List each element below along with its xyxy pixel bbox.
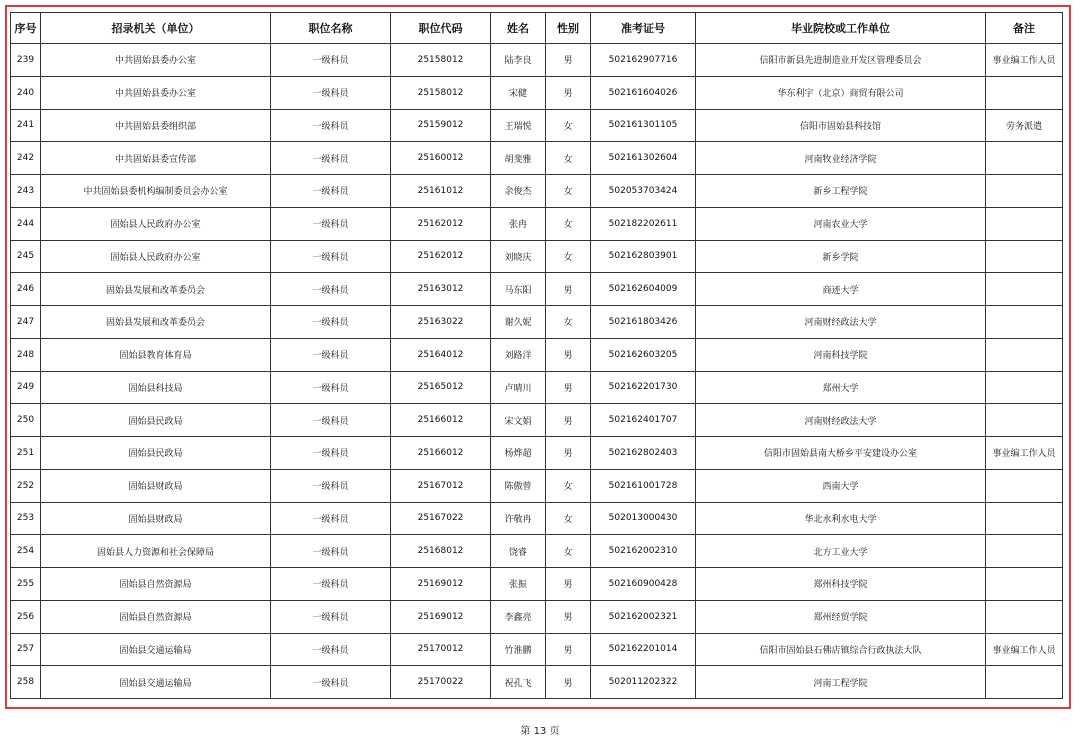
cell-index: 241 (11, 109, 41, 142)
cell-name: 杨烨超 (491, 437, 546, 470)
cell-school: 郑州科技学院 (696, 568, 986, 601)
cell-agency: 固始县交通运输局 (41, 666, 271, 699)
table-row (11, 109, 1063, 142)
cell-position-code: 25166012 (391, 437, 491, 470)
cell-position-name: 一级科员 (271, 404, 391, 437)
cell-school: 河南科技学院 (696, 338, 986, 371)
cell-position-code: 25161012 (391, 175, 491, 208)
cell-exam-id: 502162907716 (591, 44, 696, 77)
cell-remark (986, 404, 1063, 437)
cell-exam-id: 502162002310 (591, 535, 696, 568)
cell-agency: 固始县人民政府办公室 (41, 240, 271, 273)
cell-agency: 固始县人民政府办公室 (41, 207, 271, 240)
cell-position-name: 一级科员 (271, 76, 391, 109)
cell-name: 许敬冉 (491, 502, 546, 535)
cell-exam-id: 502162201014 (591, 633, 696, 666)
cell-index: 250 (11, 404, 41, 437)
cell-agency: 固始县发展和改革委员会 (41, 273, 271, 306)
table-row (11, 666, 1063, 699)
cell-agency: 中共固始县委办公室 (41, 76, 271, 109)
cell-position-code: 25167022 (391, 502, 491, 535)
cell-remark: 事业编工作人员 (986, 633, 1063, 666)
cell-remark (986, 666, 1063, 699)
table-row (11, 142, 1063, 175)
cell-agency: 固始县自然资源局 (41, 568, 271, 601)
cell-agency: 固始县财政局 (41, 502, 271, 535)
cell-exam-id: 502161604026 (591, 76, 696, 109)
cell-exam-id: 502182202611 (591, 207, 696, 240)
cell-exam-id: 502053703424 (591, 175, 696, 208)
table-row (11, 568, 1063, 601)
cell-position-code: 25169012 (391, 568, 491, 601)
cell-position-code: 25169012 (391, 600, 491, 633)
cell-school: 郑州大学 (696, 371, 986, 404)
cell-index: 244 (11, 207, 41, 240)
table-row (11, 469, 1063, 502)
cell-gender: 男 (546, 600, 591, 633)
cell-position-code: 25170022 (391, 666, 491, 699)
cell-exam-id: 502162802403 (591, 437, 696, 470)
cell-index: 257 (11, 633, 41, 666)
table-row (11, 207, 1063, 240)
cell-remark (986, 306, 1063, 339)
cell-school: 信阳市固始县南大桥乡平安建设办公室 (696, 437, 986, 470)
cell-exam-id: 502162201730 (591, 371, 696, 404)
cell-position-name: 一级科员 (271, 502, 391, 535)
cell-gender: 女 (546, 109, 591, 142)
cell-index: 247 (11, 306, 41, 339)
cell-position-name: 一级科员 (271, 338, 391, 371)
table-row (11, 44, 1063, 77)
cell-name: 张冉 (491, 207, 546, 240)
cell-school: 北方工业大学 (696, 535, 986, 568)
cell-position-name: 一级科员 (271, 175, 391, 208)
cell-position-name: 一级科员 (271, 142, 391, 175)
cell-position-code: 25164012 (391, 338, 491, 371)
cell-position-code: 25162012 (391, 207, 491, 240)
cell-exam-id: 502162401707 (591, 404, 696, 437)
cell-name: 宋文娟 (491, 404, 546, 437)
cell-agency: 固始县发展和改革委员会 (41, 306, 271, 339)
cell-name: 张振 (491, 568, 546, 601)
cell-index: 254 (11, 535, 41, 568)
cell-name: 王瑞悦 (491, 109, 546, 142)
table-row (11, 76, 1063, 109)
cell-school: 商迹大学 (696, 273, 986, 306)
cell-agency: 固始县教育体育局 (41, 338, 271, 371)
cell-position-name: 一级科员 (271, 469, 391, 502)
cell-remark (986, 371, 1063, 404)
header-agency: 招录机关（单位） (41, 13, 271, 44)
cell-exam-id: 502162604009 (591, 273, 696, 306)
cell-remark (986, 600, 1063, 633)
cell-position-code: 25162012 (391, 240, 491, 273)
cell-school: 信阳市固始县科技馆 (696, 109, 986, 142)
cell-position-name: 一级科员 (271, 240, 391, 273)
cell-name: 陆李良 (491, 44, 546, 77)
cell-position-code: 25158012 (391, 44, 491, 77)
header-gender: 性别 (546, 13, 591, 44)
cell-school: 河南工程学院 (696, 666, 986, 699)
table-body (11, 44, 1063, 699)
cell-name: 饶睿 (491, 535, 546, 568)
cell-exam-id: 502011202322 (591, 666, 696, 699)
header-position-name: 职位名称 (271, 13, 391, 44)
cell-gender: 男 (546, 633, 591, 666)
cell-position-name: 一级科员 (271, 273, 391, 306)
cell-remark (986, 240, 1063, 273)
cell-position-code: 25159012 (391, 109, 491, 142)
cell-gender: 女 (546, 207, 591, 240)
cell-school: 华东利宇（北京）商贸有限公司 (696, 76, 986, 109)
table-row (11, 371, 1063, 404)
cell-position-code: 25160012 (391, 142, 491, 175)
cell-gender: 女 (546, 175, 591, 208)
cell-position-name: 一级科员 (271, 109, 391, 142)
cell-school: 信阳市固始县石佛店镇综合行政执法大队 (696, 633, 986, 666)
cell-position-name: 一级科员 (271, 633, 391, 666)
cell-index: 256 (11, 600, 41, 633)
recruitment-table (10, 12, 1063, 699)
cell-agency: 固始县自然资源局 (41, 600, 271, 633)
cell-position-name: 一级科员 (271, 666, 391, 699)
cell-exam-id: 502013000430 (591, 502, 696, 535)
cell-remark (986, 175, 1063, 208)
cell-index: 249 (11, 371, 41, 404)
cell-index: 255 (11, 568, 41, 601)
cell-remark (986, 469, 1063, 502)
cell-index: 245 (11, 240, 41, 273)
cell-index: 258 (11, 666, 41, 699)
cell-index: 248 (11, 338, 41, 371)
cell-gender: 女 (546, 502, 591, 535)
cell-remark: 事业编工作人员 (986, 44, 1063, 77)
table-row (11, 502, 1063, 535)
cell-position-name: 一级科员 (271, 535, 391, 568)
cell-name: 刘路洋 (491, 338, 546, 371)
cell-school: 华北水利水电大学 (696, 502, 986, 535)
header-row (11, 13, 1063, 44)
cell-index: 253 (11, 502, 41, 535)
table-row (11, 404, 1063, 437)
cell-agency: 中共固始县委办公室 (41, 44, 271, 77)
cell-name: 陈傲曾 (491, 469, 546, 502)
cell-name: 卢晴川 (491, 371, 546, 404)
cell-position-name: 一级科员 (271, 371, 391, 404)
cell-gender: 男 (546, 568, 591, 601)
cell-school: 西南大学 (696, 469, 986, 502)
cell-position-code: 25163012 (391, 273, 491, 306)
cell-agency: 固始县民政局 (41, 404, 271, 437)
table-row (11, 273, 1063, 306)
header-name: 姓名 (491, 13, 546, 44)
cell-remark (986, 76, 1063, 109)
table-row (11, 175, 1063, 208)
cell-exam-id: 502162803901 (591, 240, 696, 273)
cell-remark (986, 273, 1063, 306)
cell-name: 余俊杰 (491, 175, 546, 208)
cell-gender: 女 (546, 469, 591, 502)
cell-gender: 女 (546, 142, 591, 175)
cell-name: 宋健 (491, 76, 546, 109)
cell-agency: 固始县财政局 (41, 469, 271, 502)
cell-exam-id: 502161001728 (591, 469, 696, 502)
cell-gender: 女 (546, 306, 591, 339)
cell-index: 243 (11, 175, 41, 208)
cell-exam-id: 502161803426 (591, 306, 696, 339)
cell-gender: 男 (546, 44, 591, 77)
header-position-code: 职位代码 (391, 13, 491, 44)
cell-school: 河南农业大学 (696, 207, 986, 240)
cell-exam-id: 502161301105 (591, 109, 696, 142)
cell-remark (986, 535, 1063, 568)
cell-gender: 女 (546, 240, 591, 273)
cell-remark (986, 568, 1063, 601)
table-row (11, 600, 1063, 633)
cell-exam-id: 502161302604 (591, 142, 696, 175)
table-row (11, 338, 1063, 371)
cell-position-code: 25167012 (391, 469, 491, 502)
cell-position-code: 25163022 (391, 306, 491, 339)
cell-gender: 男 (546, 437, 591, 470)
cell-position-code: 25166012 (391, 404, 491, 437)
cell-agency: 固始县交通运输局 (41, 633, 271, 666)
cell-position-name: 一级科员 (271, 568, 391, 601)
cell-position-name: 一级科员 (271, 44, 391, 77)
cell-gender: 女 (546, 535, 591, 568)
cell-position-code: 25158012 (391, 76, 491, 109)
cell-gender: 男 (546, 666, 591, 699)
cell-position-name: 一级科员 (271, 306, 391, 339)
cell-remark (986, 502, 1063, 535)
cell-name: 谢久妮 (491, 306, 546, 339)
cell-remark: 事业编工作人员 (986, 437, 1063, 470)
cell-gender: 男 (546, 338, 591, 371)
cell-exam-id: 502162002321 (591, 600, 696, 633)
cell-agency: 中共固始县委宣传部 (41, 142, 271, 175)
cell-school: 河南牧业经济学院 (696, 142, 986, 175)
table-row (11, 306, 1063, 339)
cell-position-name: 一级科员 (271, 207, 391, 240)
cell-remark: 劳务派遣 (986, 109, 1063, 142)
cell-exam-id: 502162603205 (591, 338, 696, 371)
table-row (11, 535, 1063, 568)
cell-name: 马东阳 (491, 273, 546, 306)
cell-position-code: 25168012 (391, 535, 491, 568)
cell-gender: 男 (546, 404, 591, 437)
header-exam-id: 准考证号 (591, 13, 696, 44)
cell-index: 251 (11, 437, 41, 470)
cell-name: 胡斐雅 (491, 142, 546, 175)
cell-position-name: 一级科员 (271, 437, 391, 470)
cell-gender: 男 (546, 273, 591, 306)
cell-index: 240 (11, 76, 41, 109)
cell-school: 河南财经政法大学 (696, 404, 986, 437)
cell-agency: 固始县民政局 (41, 437, 271, 470)
header-remark: 备注 (986, 13, 1063, 44)
table-row (11, 240, 1063, 273)
cell-index: 246 (11, 273, 41, 306)
cell-school: 新乡工程学院 (696, 175, 986, 208)
cell-agency: 固始县人力资源和社会保障局 (41, 535, 271, 568)
header-school: 毕业院校或工作单位 (696, 13, 986, 44)
cell-index: 252 (11, 469, 41, 502)
cell-gender: 男 (546, 76, 591, 109)
page-number: 第 13 页 (520, 726, 560, 737)
cell-agency: 中共固始县委机构编制委员会办公室 (41, 175, 271, 208)
cell-school: 新乡学院 (696, 240, 986, 273)
cell-school: 郑州经贸学院 (696, 600, 986, 633)
cell-school: 河南财经政法大学 (696, 306, 986, 339)
cell-school: 信阳市新县先进制造业开发区管理委员会 (696, 44, 986, 77)
cell-agency: 固始县科技局 (41, 371, 271, 404)
cell-name: 祝孔飞 (491, 666, 546, 699)
cell-name: 刘晓庆 (491, 240, 546, 273)
cell-agency: 中共固始县委组织部 (41, 109, 271, 142)
cell-remark (986, 338, 1063, 371)
cell-exam-id: 502160900428 (591, 568, 696, 601)
cell-position-code: 25170012 (391, 633, 491, 666)
table-row (11, 437, 1063, 470)
cell-remark (986, 142, 1063, 175)
header-index: 序号 (11, 13, 41, 44)
cell-position-name: 一级科员 (271, 600, 391, 633)
cell-index: 242 (11, 142, 41, 175)
cell-index: 239 (11, 44, 41, 77)
cell-position-code: 25165012 (391, 371, 491, 404)
cell-remark (986, 207, 1063, 240)
cell-name: 李鑫亮 (491, 600, 546, 633)
cell-name: 竹淮鹏 (491, 633, 546, 666)
table-row (11, 633, 1063, 666)
cell-gender: 男 (546, 371, 591, 404)
